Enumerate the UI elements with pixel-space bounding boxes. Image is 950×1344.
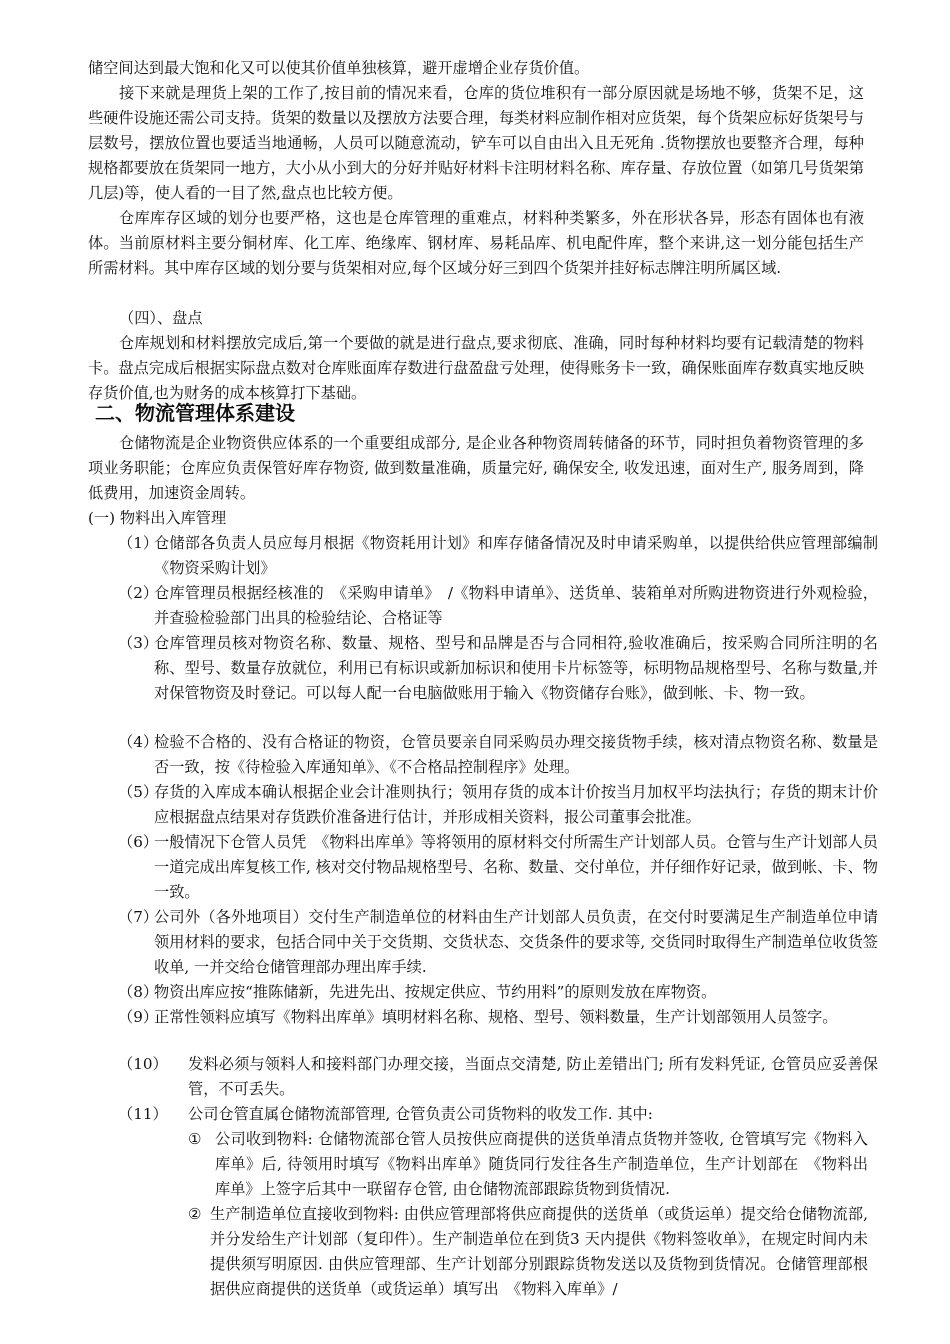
list-item-text: 一般情况下仓管人员凭 《物料出库单》等将领用的原材料交付所需生产计划部人员。仓管与生产计划部人员一道完成出库复核工作, 核对交付物品规格型号、名称、数量、交付单位，并仔细作好记录，做到帐、卡、物一致。 <box>154 833 878 901</box>
sub-list-item <box>188 1127 868 1202</box>
section-inventory-count: （四）、盘点 <box>119 309 203 327</box>
paragraph-storage-zones: 仓库库存区域的划分也要严格，这也是仓库管理的重难点，材料种类繁多，外在形状各异，形态有固体也有液体。当前原材料主要分铜材库、化工库、绝缘库、钢材库、易耗品库、机电配件库，整个来讲,这一划分能包括生产所需材料。其中库存区域的划分要与货架相对应,每个区域分好三到四个货架并挂好标志牌注明所属区域. <box>88 209 864 277</box>
paragraph-shelving: 接下来就是理货上架的工作了,按目前的情况来看，仓库的货位堆积有一部分原因就是场地不够，货架不足，这些硬件设施还需公司支持。货架的数量以及摆放方法要合理，每类材料应制作相对应货架，每个货架应标好货架号与层数号，摆放位置也要适当地通畅，人员可以随意流动，铲车可以自由出入且无死角 .货物摆放也要整齐合理，每种规格都要放在货架同一地方，大小从小到大的分好并贴好材料卡注明材料名称、库存量、存放位置（如第几号货架第几层)等，使人看的一目了然,盘点也比较方便。 <box>88 84 864 202</box>
list-item <box>118 905 878 980</box>
list-item-number: （9） <box>118 1008 159 1026</box>
list-item-number: （6） <box>118 833 159 851</box>
list-item <box>118 1052 878 1102</box>
list-item <box>118 1005 878 1030</box>
list-item-number: （3） <box>118 634 159 652</box>
paragraph-inventory-count: 仓库规划和材料摆放完成后,第一个要做的就是进行盘点,要求彻底、准确，同时每种材料均要有记载清楚的物料卡。盘点完成后根据实际盘点数对仓库账面库存数进行盘盈盘亏处理，使得账务卡一致，确保账面库存数真实地反映存货价值,也为财务的成本核算打下基础。 <box>88 334 864 402</box>
list-item-text: 检验不合格的、没有合格证的物资，仓管员要亲自同采购员办理交接货物手续，核对清点物资名称、数量是否一致，按《待检验入库通知单》、《不合格品控制程序》处理。 <box>154 733 878 776</box>
list-item-number: （10） <box>118 1055 168 1073</box>
list-item <box>118 830 878 905</box>
list-item-number: （5） <box>118 783 159 801</box>
sub-list-item-text: 生产制造单位直接收到物料: 由供应管理部将供应商提供的送货单（或货运单）提交给仓储物流部, 并分发给生产计划部（复印件）。生产制造单位在到货3 天内提供《物料签收单》，在规定时间内未提供须写明原因. 由供应管理部、生产计划部分别跟踪货物发送以及货物到货情况。仓储管理部根据供应商提供的送货单（或货运单）填写出 《物料入库单》/ <box>210 1205 868 1298</box>
sub-list-item-text: 公司收到物料: 仓储物流部仓管人员按供应商提供的送货单清点货物并签收, 仓管填写完《物料入库单》后, 待领用时填写《物料出库单》随货同行发往各生产制造单位，生产计划部在 《物料出库单》上签字后其中一联留存仓管, 由仓储物流部跟踪货物到货情况. <box>215 1130 868 1198</box>
list-item-number: （7） <box>118 908 159 926</box>
list-item <box>118 980 878 1005</box>
list-item <box>118 730 878 780</box>
list-item <box>118 780 878 830</box>
list-item-number: （4） <box>118 733 159 751</box>
list-item-text: 仓储部各负责人员应每月根据《物资耗用计划》和库存储备情况及时申请采购单，以提供给供应管理部编制《物资采购计划》 <box>154 534 878 577</box>
list-item <box>118 1102 878 1127</box>
sub-list-item <box>188 1202 868 1302</box>
paragraph-logistics-intro: 仓储物流是企业物资供应体系的一个重要组成部分, 是企业各种物资周转储备的环节，同时担负着物资管理的多项业务职能；仓库应负责保管好库存物资, 做到数量准确，质量完好, 确保安全, 收发迅速，面对生产, 服务周到，降低费用，加速资金周转。 <box>88 434 864 502</box>
list-item-text: 仓库管理员根据经核准的 《采购申请单》 /《物料申请单》、送货单、装箱单对所购进物资进行外观检验，并查验检验部门出具的检验结论、合格证等 <box>154 584 878 627</box>
list-item-text: 公司外（各外地项目）交付生产制造单位的材料由生产计划部人员负责，在交付时要满足生产制造单位申请领用材料的要求，包括合同中关于交货期、交货状态、交货条件的要求等, 交货同时取得生产制造单位收货签收单, 一并交给仓储管理部办理出库手续. <box>154 908 878 976</box>
section-heading-logistics: 二、物流管理体系建设 <box>95 401 295 425</box>
list-item-text: 公司仓管直属仓储物流部管理, 仓管负责公司货物料的收发工作. 其中: <box>188 1105 653 1123</box>
list-item-text: 存货的入库成本确认根据企业会计准则执行；领用存货的成本计价按当月加权平均法执行；存货的期末计价应根据盘点结果对存货跌价准备进行估计，并形成相关资料，报公司董事会批准。 <box>154 783 878 826</box>
list-item-number: （1） <box>118 534 159 552</box>
sub-list-item-marker: ① <box>188 1130 202 1148</box>
list-item-number: （2） <box>118 584 159 602</box>
list-item-text: 物资出库应按“推陈储新，先进先出、按规定供应、节约用料”的原则发放在库物资。 <box>154 983 717 1001</box>
list-item-text: 发料必须与领料人和接料部门办理交接，当面点交清楚, 防止差错出门; 所有发料凭证, 仓管员应妥善保管，不可丢失。 <box>188 1055 878 1098</box>
list-item-text: 正常性领料应填写《物料出库单》填明材料名称、规格、型号、领料数量，生产计划部领用人员签字。 <box>154 1008 838 1026</box>
list-item-number: （11） <box>118 1105 168 1123</box>
list-item <box>118 531 878 581</box>
list-item-number: （8） <box>118 983 159 1001</box>
list-item <box>118 581 878 631</box>
sub-list-item-marker: ② <box>188 1205 202 1223</box>
subsection-material-in-out: (一) 物料出入库管理 <box>88 509 227 527</box>
list-item <box>118 631 878 706</box>
paragraph-storage-space: 储空间达到最大饱和化又可以使其价值单独核算，避开虚增企业存货价值。 <box>88 59 590 77</box>
list-item-text: 仓库管理员核对物资名称、数量、规格、型号和品牌是否与合同相符,验收准确后，按采购合同所注明的名称、型号、数量存放就位，利用已有标识或新加标识和使用卡片标签等，标明物品规格型号、名称与数量,并对保管物资及时登记。可以每人配一台电脑做账用于输入《物资储存台账》，做到帐、卡、物一致。 <box>154 634 878 702</box>
